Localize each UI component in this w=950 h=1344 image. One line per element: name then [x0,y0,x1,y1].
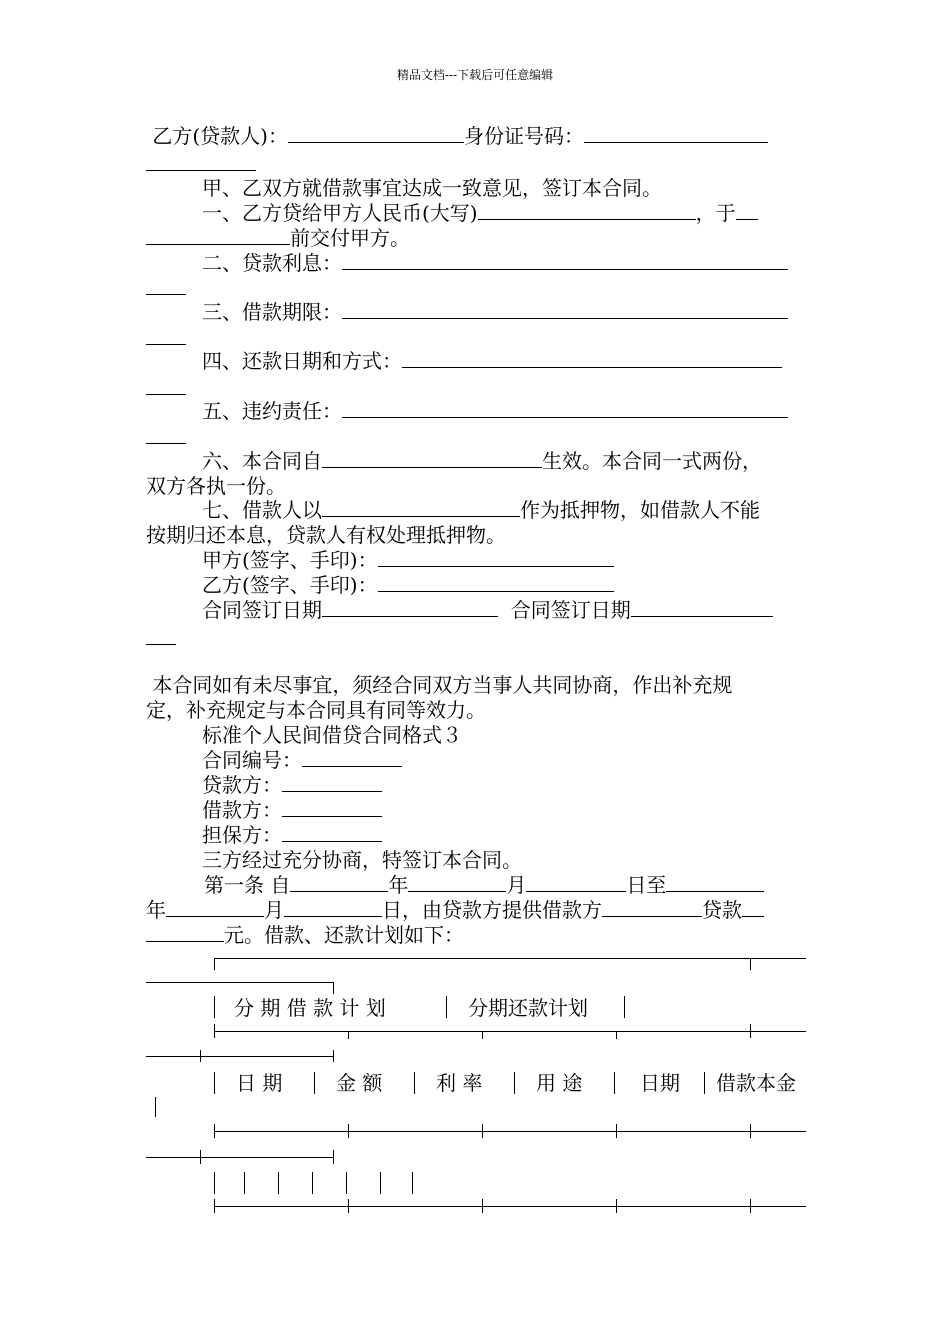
underline-continuation [146,344,186,345]
line-clause-7: 七、借款人以 作为抵押物，如借款人不能 [202,498,760,522]
line-sign-b: 乙方(签字、手印)： [146,573,862,597]
col-date-2: 日期 [640,1071,680,1095]
line-borrower-party: 借款方： [146,798,862,822]
col-date: 日 期 [236,1071,283,1095]
line-article-1b: 年 月 日，由贷款方提供借款方 贷款 [146,898,806,922]
underline-continuation [146,394,186,395]
col-principal: 借款本金 [716,1071,796,1095]
line-clause-3: 三、借款期限： [146,300,862,324]
page-header: 精品文档---下载后可任意编辑 [396,68,554,82]
line-article-1: 第一条 自 年 月 日至 [146,873,864,897]
line-clause-6b: 双方各执一份。 [146,474,286,498]
underline-continuation [146,170,256,171]
line-lender: 乙方(贷款人)： 身份证号码： [146,124,806,148]
line-clause-6: 六、本合同自 生效。本合同一式两份， [202,449,762,473]
line-clause-5: 五、违约责任： [146,399,862,423]
line-article-1c: 元。借款、还款计划如下： [146,923,806,947]
line-clause-2: 二、贷款利息： [146,251,862,275]
line-guarantor-party: 担保方： [146,823,862,847]
col-use: 用 途 [536,1071,583,1095]
line-format-title: 标准个人民间借贷合同格式３ [202,723,462,747]
line-clause-7b: 按期归还本息，贷款人有权处理抵押物。 [146,523,506,547]
line-agreement: 甲、乙双方就借款事宜达成一致意见，签订本合同。 [202,176,662,200]
line-contract-no: 合同编号： [146,748,862,772]
col-amount: 金 额 [336,1071,383,1095]
underline-continuation [146,294,186,295]
header-borrow-plan: 分 期 借 款 计 划 [234,996,386,1020]
line-clause-1: 一、乙方贷给甲方人民币(大写) ，于 [146,201,862,225]
underline-continuation [146,443,186,444]
line-lender-party: 贷款方： [146,773,862,797]
line-clause-1b: 前交付甲方。 [146,226,806,250]
line-supplement-b: 定，补充规定与本合同具有同等效力。 [146,698,486,722]
col-rate: 利 率 [436,1071,483,1095]
line-clause-4: 四、还款日期和方式： [146,349,862,373]
line-sign-date: 合同签订日期 合同签订日期 [146,598,862,622]
line-sign-a: 甲方(签字、手印)： [146,548,862,572]
line-supplement: 本合同如有未尽事宜，须经合同双方当事人共同协商，作出补充规 [152,673,733,697]
line-three-party: 三方经过充分协商，特签订本合同。 [202,848,522,872]
header-repay-plan: 分期还款计划 [468,996,588,1020]
underline-continuation [146,644,176,645]
